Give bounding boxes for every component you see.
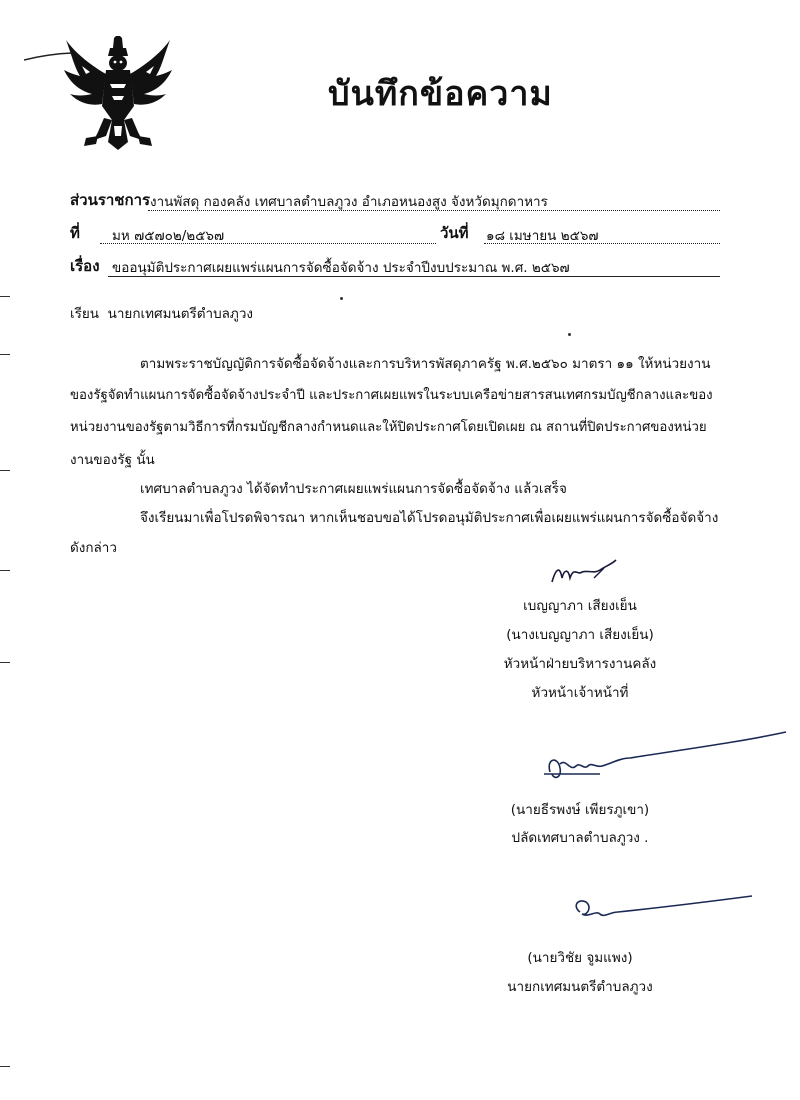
- ref-label: ที่: [70, 224, 80, 242]
- signature-3-image: [566, 892, 756, 926]
- body-p1-line-3: หน่วยงานของรัฐตามวิธีการที่กรมบัญชีกลางกำหนดและให้ปิดประกาศโดยเปิดเผย ณ สถานที่ปิดประกาศของหน่วย: [70, 420, 707, 435]
- ref-value: มห ๗๕๗๐๒/๒๕๖๗: [112, 228, 225, 244]
- date-label: วันที่: [440, 224, 469, 242]
- salutation-value: นายกเทศมนตรีตำบลภูวง: [107, 306, 253, 322]
- speck: [568, 333, 571, 336]
- scan-edge-mark: [0, 296, 10, 297]
- scan-edge-mark: [0, 662, 10, 663]
- date-underline: [484, 243, 720, 244]
- subject-label: เรื่อง: [70, 257, 100, 275]
- date-value: ๑๘ เมษายน ๒๕๖๗: [486, 228, 599, 244]
- body-p1-line-2: ของรัฐจัดทำแผนการจัดซื้อจัดจ้างประจำปี และประกาศเผยแพรในระบบเครือข่ายสารสนเทศกรมบัญชีกลางและของ: [70, 388, 713, 403]
- body-p2: เทศบาลตำบลภูวง ได้จัดทำประกาศเผยแพร่แผนการจัดซื้อจัดจ้าง แล้วเสร็จ: [140, 481, 567, 497]
- signature-2-position-1: ปลัดเทศบาลตำบลภูวง .: [511, 830, 649, 846]
- subject-underline: [108, 276, 720, 277]
- scan-edge-mark: [0, 570, 10, 571]
- speck: [340, 297, 343, 300]
- agency-underline: [148, 210, 720, 211]
- signature-1-position-1: หัวหน้าฝ่ายบริหารงานคลัง: [503, 656, 657, 672]
- body-p1-line-1: ตามพระราชบัญญัติการจัดซื้อจัดจ้างและการบริหารพัสดุภาครัฐ พ.ศ.๒๕๖๐ มาตรา ๑๑ ให้หน่วยงาน: [140, 356, 711, 372]
- signature-1-full-name: (นางเบญญาภา เสียงเย็น): [506, 627, 654, 643]
- agency-label: ส่วนราชการ: [70, 191, 151, 209]
- signature-1-name-line: เบญญาภา เสียงเย็น: [523, 598, 637, 614]
- subject-value: ขออนุมัติประกาศเผยแพร่แผนการจัดซื้อจัดจ้าง ประจำปีงบประมาณ พ.ศ. ๒๕๖๗: [112, 260, 570, 276]
- document-title: บันทึกข้อความ: [328, 74, 553, 114]
- body-p3-line-2: ดังกล่าว: [70, 540, 117, 556]
- scan-edge-mark: [0, 1066, 10, 1067]
- scan-edge-mark: [0, 470, 10, 471]
- salutation-label: เรียน: [70, 306, 100, 322]
- signature-1-image: [548, 558, 628, 588]
- ref-underline: [100, 243, 436, 244]
- garuda-emblem-icon: [62, 36, 174, 152]
- agency-value: งานพัสดุ กองคลัง เทศบาลตำบลภูวง อำเภอหนองสูง จังหวัดมุกดาหาร: [150, 194, 548, 210]
- body-p3-line-1: จึงเรียนมาเพื่อโปรดพิจารณา หากเห็นชอบขอได้โปรดอนุมัติประกาศเพื่อเผยแพร่แผนการจัดซื้อจัดจ้าง: [140, 510, 719, 526]
- salutation: [70, 302, 253, 324]
- scan-edge-mark: [0, 354, 10, 355]
- signature-2-full-name: (นายธีรพงษ์ เพียรภูเขา): [510, 802, 650, 818]
- body-p1-line-4: งานของรัฐ นั้น: [70, 452, 155, 468]
- signature-3-full-name: (นายวิชัย จูมแพง): [527, 950, 633, 966]
- signature-3-position-1: นายกเทศมนตรีตำบลภูวง: [507, 979, 653, 995]
- signature-1-position-2: หัวหน้าเจ้าหน้าที่: [531, 685, 629, 701]
- signature-2-image: [540, 728, 790, 788]
